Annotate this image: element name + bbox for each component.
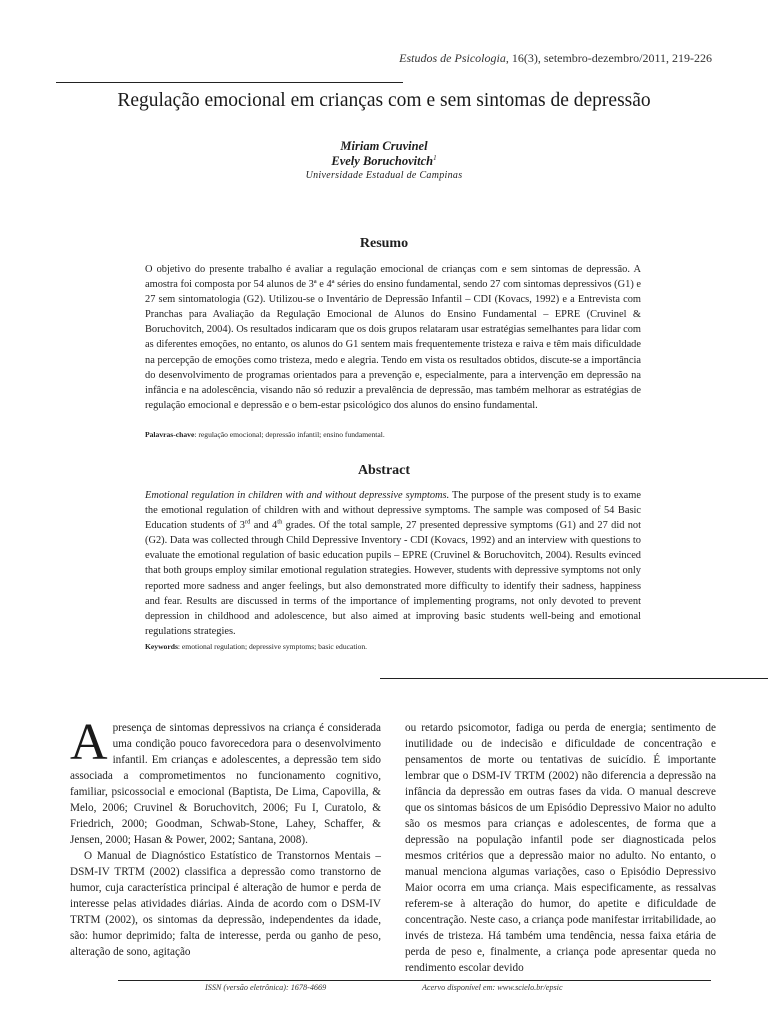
abstract-sup-th: th [277,518,283,526]
abstract-article-title: Emotional regulation in children with and without depressive symptoms. [145,490,450,501]
palavras-chave-list: : regulação emocional; depressão infantil; ensino fundamental. [194,430,385,439]
header-divider [56,82,403,83]
article-title: Regulação emocional em crianças com e sem sintomas de depressão [117,90,651,111]
body-column-left [70,714,381,960]
keywords-label: Keywords [145,642,178,651]
abstract-text-part-1: The purpose of the present study is to exame the emotional regulation of children with and without depressive symptoms. The sample was composed of 54 Basic Education students of 3 [145,490,641,532]
palavras-chave [145,430,641,439]
journal-name: Estudos de Psicologia [399,51,506,65]
journal-volume-pages: , 16(3), setembro-dezembro/2011, 219-226 [505,51,712,65]
drop-cap: A [70,714,108,771]
body-paragraph-text: presença de sintomas depressivos na criança é considerada uma condição pouco favorecedora para o desenvolvimento infantil. Em crianças e adolescentes, a depressão tem sido associada a comprometimentos no funcionamento cognitivo, familiar, psicossocial e emocional (Baptista, De Lima, Capovilla, & Melo, 2006; Cruvinel & Boruchovitch, 2006; Fu I, Curatolo, & Friedrich, 2000; Goodman, Schwab-Stone, Lahey, Schaffer, & Jensen, 2000; Hasan & Power, 2002; Santana, 2008). [70,722,381,846]
author-2-name: Evely Boruchovitch [331,154,434,169]
author-1-name: Miriam Cruvinel [340,139,428,153]
resumo-text: O objetivo do presente trabalho é avaliar a regulação emocional de crianças com e sem sintomas de depressão. A amostra foi composta por 54 alunos de 3ª e 4ª séries do ensino fundamental, sendo 27 com sintomas depressivos (G1) e 27 sem sintomatologia (G2). Utilizou-se o Inventário de Depressão Infantil – CDI (Kovacs, 1992) e a Entrevista com Pranchas para Avaliação da Regulação Emocional de Alunos do Ensino Fundamental – EPRE (Cruvinel & Boruchovitch, 2004). Os resultados indicaram que os dois grupos relataram usar estratégias semelhantes para lidar com as diferentes emoções, no entanto, os alunos do G1 sentem mais frequentemente tristeza e raiva e têm mais dificuldade na percepção de emoções como tristeza, medo e alegria. Tendo em vista os resultados obtidos, discute-se a importância do desenvolvimento de programas orientados para a prevenção e, especialmente, para a intervenção em depressão na infância e na adolescência, visando não só reduzir a prevalência de depressão, mas também melhorar as estratégias de regulação emocional e depressão e o bem-estar psicológico dos alunos do ensino fundamental. [145,264,642,411]
abstract-text-part-3: grades. Of the total sample, 27 presented depressive symptoms (G1) and 27 did not (G2). Data was collected through Child Depressive Inventory - CDI (Kovacs, 1992) and an interview with questions to evaluate the emotional regulation of basic education pupils – EPRE (Cruvinel & Boruchovitch, 2004). Results evinced that both groups employ similar emotional regulation strategies. However, students with depressive symptoms not only reported more sadness and anger feelings, but also demonstrated more difficulty to identify their sadness, happiness and fear. Results are discussed in terms of the importance of implementing programs, not only devoted to prevent depression in childhood and adolescence, but also aimed at improving basic students well-being and emotional regulations strategies. [145,520,641,637]
section-divider [380,678,768,679]
keywords [145,642,641,651]
author-2-footnote-mark: 1 [433,154,437,162]
abstract-text-part-2: and 4 [250,520,278,532]
author-1 [56,139,712,154]
resumo-heading: Resumo [359,236,409,251]
footer-divider [118,980,711,981]
abstract-sup-rd: rd [245,518,251,526]
keywords-list: : emotional regulation; depressive symptoms; basic education. [177,642,368,651]
abstract-text [145,488,641,639]
author-2 [56,154,712,169]
palavras-chave-label: Palavras-chave [145,430,195,439]
body-paragraph: ou retardo psicomotor, fadiga ou perda de energia; sentimento de inutilidade ou de indecisão e dificuldade de concentração e pensamentos de morte ou tentativas de suicídio. É importante lembrar que o DSM-IV TRTM (2002) não diferencia a depressão na infância da depressão em outras fases da vida. O manual descreve que os sintomas básicos de um Episódio Depressivo Maior no adulto são os mesmos para crianças e adolescentes, de forma que a depressão na população infantil pode ser diagnosticada pelos mesmos critérios que a depressão maior no adulto. No entanto, o manual menciona algumas variações, caso o Episódio Depressivo Maior ocorra em uma criança. Mais especificamente, as ressalvas referem-se à alteração do humor, do apetite e dificuldade de concentração. Neste caso, a criança pode manifestar irritabilidade, ao invés de tristeza. Há também uma tendência, nessa faixa etária de perda de peso e, finalmente, a criança pode apresentar queda no rendimento escolar devido [405,722,716,974]
body-paragraph [70,714,381,848]
body-paragraph: O Manual de Diagnóstico Estatístico de Transtornos Mentais – DSM-IV TRTM (2002) classifica a depressão como transtorno de humor, cuja característica principal é alteração de humor e perda de interesse pelas atividades diárias. Ainda de acordo com o DSM-IV TRTM (2002), os sintomas da depressão, independentes da idade, são: humor deprimido; falta de interesse, perda ou ganho de peso, alteração de sono, agitação [70,850,381,958]
journal-citation [399,51,712,66]
footer-issn: ISSN (versão eletrônica): 1678-4669 [205,983,327,992]
abstract-heading: Abstract [357,463,411,478]
body-column-right [405,720,716,976]
footer-acervo: Acervo disponível em: www.scielo.br/epsic [422,983,563,992]
affiliation: Universidade Estadual de Campinas [305,170,463,181]
